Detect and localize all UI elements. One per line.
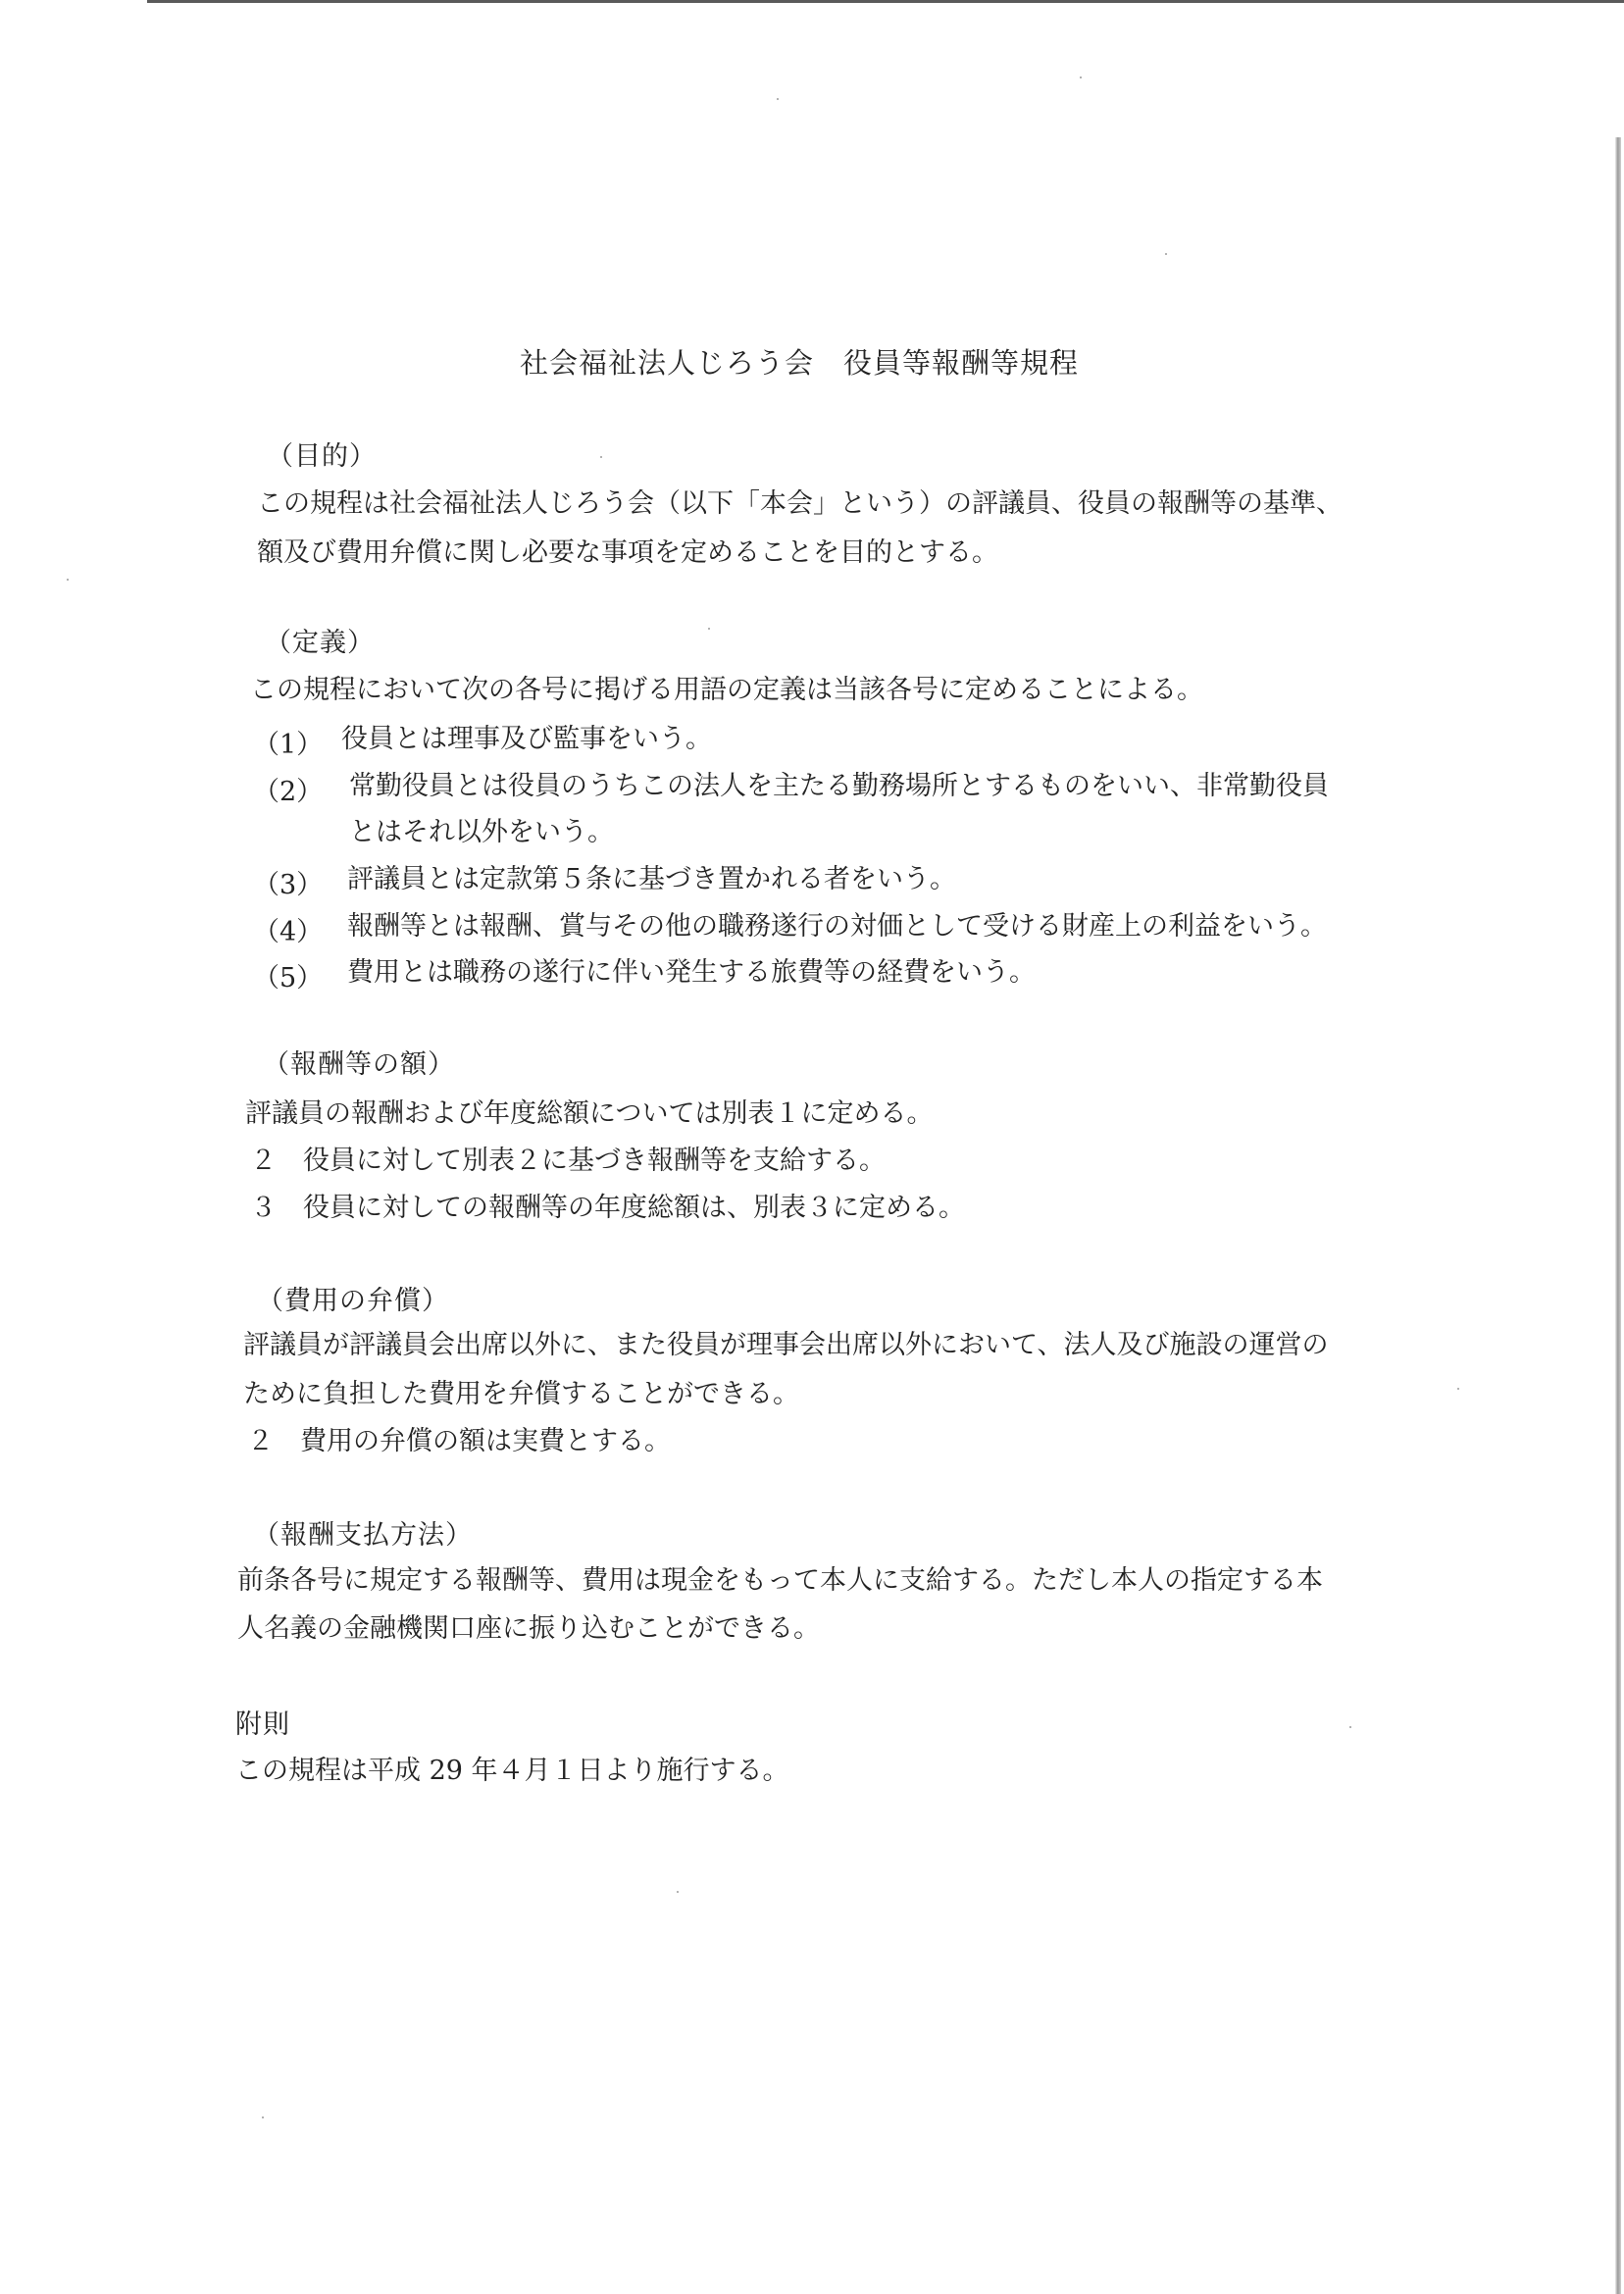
purpose-text-line: この規程は社会福祉法人じろう会（以下「本会」という）の評議員、役員の報酬等の基準、	[257, 488, 1343, 519]
definition-item-text: 費用とは職務の遂行に伴い発生する旅費等の経費をいう。	[347, 957, 1036, 988]
definition-item-number: （5）	[253, 963, 324, 994]
scan-right-edge	[1615, 137, 1621, 2294]
definitions-intro: この規程において次の各号に掲げる用語の定義は当該各号に定めることによる。	[250, 675, 1203, 705]
payment-method-line: 前条各号に規定する報酬等、費用は現金をもって本人に支給する。ただし本人の指定する本	[237, 1565, 1323, 1596]
definition-item-number: （1）	[253, 730, 324, 760]
scan-speck	[1349, 1726, 1351, 1728]
definition-item-text: 評議員とは定款第５条に基づき置かれる者をいう。	[347, 864, 956, 894]
expense-reimbursement-line: ために負担した費用を弁償することができる。	[243, 1379, 799, 1409]
section-heading-remuneration-amount: （報酬等の額）	[263, 1049, 455, 1080]
definition-item-text: とはそれ以外をいう。	[349, 817, 614, 847]
definition-item-text: 役員とは理事及び監事をいう。	[341, 724, 712, 754]
document-title: 社会福祉法人じろう会 役員等報酬等規程	[520, 346, 1080, 380]
definition-item-text: 常勤役員とは役員のうちこの法人を主たる勤務場所とするものをいい、非常勤役員	[349, 771, 1329, 801]
expense-reimbursement-line: 評議員が評議員会出席以外に、また役員が理事会出席以外において、法人及び施設の運営の	[243, 1330, 1329, 1360]
scan-top-edge	[147, 0, 1624, 3]
scan-speck	[1457, 1388, 1459, 1390]
section-heading-purpose: （目的）	[267, 441, 377, 472]
definition-item-text: 報酬等とは報酬、賞与その他の職務遂行の対価として受ける財産上の利益をいう。	[347, 911, 1327, 942]
section-heading-definitions: （定義）	[265, 628, 375, 658]
scan-speck	[67, 579, 69, 581]
scan-speck	[677, 1891, 679, 1893]
remuneration-amount-line: 評議員の報酬および年度総額については別表１に定める。	[245, 1098, 934, 1129]
scan-speck	[600, 456, 602, 458]
section-heading-payment-method: （報酬支払方法）	[253, 1520, 473, 1551]
purpose-text-line: 額及び費用弁償に関し必要な事項を定めることを目的とする。	[257, 537, 998, 568]
definition-item-number: （2）	[253, 777, 324, 807]
scan-speck	[708, 628, 710, 630]
payment-method-line: 人名義の金融機関口座に振り込むことができる。	[237, 1613, 820, 1644]
supplementary-line: この規程は平成 29 年４月１日より施行する。	[235, 1756, 789, 1786]
definition-item-number: （4）	[253, 917, 324, 947]
remuneration-amount-line: ２ 役員に対して別表２に基づき報酬等を支給する。	[250, 1146, 886, 1176]
scan-speck	[262, 2116, 264, 2118]
expense-reimbursement-line: ２ 費用の弁償の額は実費とする。	[247, 1426, 671, 1456]
scan-speck	[1080, 76, 1082, 78]
remuneration-amount-line: ３ 役員に対しての報酬等の年度総額は、別表３に定める。	[250, 1193, 965, 1223]
scan-speck	[1165, 253, 1167, 255]
section-heading-supplementary: 附則	[235, 1709, 290, 1740]
scan-speck	[777, 98, 779, 100]
section-heading-expense-reimbursement: （費用の弁償）	[257, 1286, 449, 1316]
definition-item-number: （3）	[253, 870, 324, 900]
